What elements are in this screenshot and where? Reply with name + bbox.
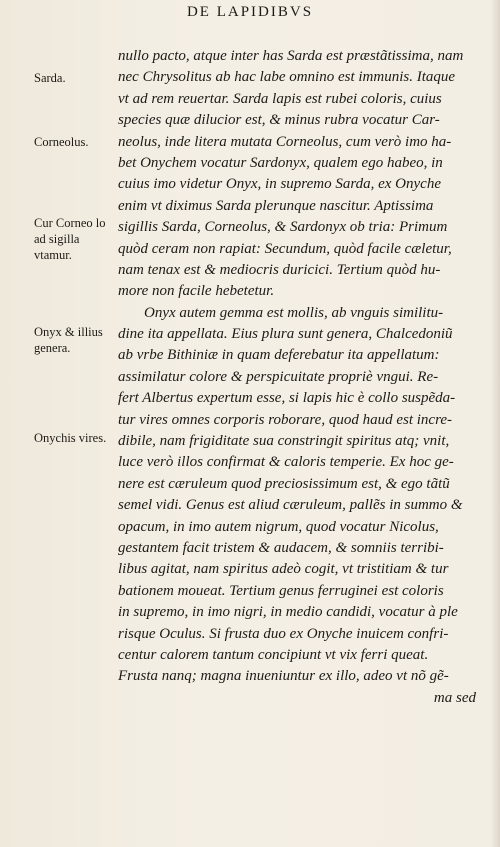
text-line: more non facile hebetetur. (118, 283, 275, 300)
text-line: species quæ dilucior est, & minus rubra vocatur Car- (118, 112, 440, 129)
text-line: centur calorem tantum concipiunt vt vix ferri queat. (118, 646, 429, 663)
text-line: bet Onychem vocatur Sardonyx, qualem ego habeo, in (118, 154, 443, 171)
text-line: neolus, inde litera mutata Corneolus, cum verò imo ha- (118, 133, 452, 150)
main-text-block (118, 46, 480, 709)
text-line: nam tenax est & mediocris duricici. Tertium quòd hu- (118, 261, 441, 278)
running-header: DE LAPIDIBVS (186, 4, 314, 20)
text-line: dine ita appellata. Eius plura sunt genera, Chalcedoniũ (118, 326, 453, 343)
text-line: dibile, nam frigiditate sua constringit spiritus atq; vnit, (118, 433, 450, 450)
text-line: semel vidi. Genus est aliud cæruleum, pallẽs in summo & (118, 497, 463, 514)
text-line: Frusta nanq; magna inueniuntur ex illo, adeo vt nõ gẽ- (118, 668, 449, 685)
page-gutter-shadow (490, 0, 500, 847)
text-line: risque Oculus. Si frusta duo ex Onyche inuicem confri- (118, 625, 449, 642)
text-line: nec Chrysolitus ab hac labe omnino est immunis. Itaque (118, 69, 456, 86)
text-line: nullo pacto, atque inter has Sarda est præstãtissima, nam (118, 48, 464, 64)
text-line: bationem moueat. Tertium genus ferruginei est coloris (118, 582, 444, 599)
text-line: tur vires omnes corporis roborare, quod haud est incre- (118, 411, 452, 428)
margin-note-sigilla: Cur Corneo lo ad sigilla vtamur. (34, 216, 106, 262)
text-line: luce verò illos confirmat & caloris temperie. Ex hoc ge- (118, 454, 454, 471)
text-line: sigillis Sarda, Corneolus, & Sardonyx ob tria: Primum (118, 219, 448, 236)
text-line: fert Albertus expertum esse, si lapis hic è collo suspẽda- (118, 390, 456, 407)
text-line-catchword: ma sed (433, 689, 476, 706)
text-line: nere est cæruleum quod preciosissimum est, & ego tãtũ (118, 475, 450, 492)
text-line: assimilatur colore & perspicuitate propriè vngui. Re- (118, 368, 439, 385)
text-line: vt ad rem reuertar. Sarda lapis est rubei coloris, cuius (118, 90, 442, 107)
text-line-paragraph-start: Onyx autem gemma est mollis, ab vnguis similitu- (144, 304, 444, 321)
margin-note-sarda: Sarda. (34, 71, 66, 85)
text-line: quòd ceram non rapiat: Secundum, quòd facile cæletur, (118, 240, 452, 257)
text-line: cuius imo videtur Onyx, in supremo Sarda, ex Onyche (118, 176, 441, 193)
margin-note-onyx: Onyx & illius genera. (34, 325, 103, 355)
text-line: opacum, in imo autem nigrum, quod vocatur Nicolus, (118, 518, 439, 535)
text-line: gestantem facit tristem & audacem, & somniis terribi- (118, 539, 444, 556)
text-line: libus agitat, nam spiritus adeò cogit, vt tristitiam & tur (118, 561, 449, 578)
margin-note-corneolus: Corneolus. (34, 135, 89, 149)
text-line: in supremo, in imo nigri, in medio candidi, vocatur à ple (118, 604, 458, 621)
text-line: ab vrbe Bithiniæ in quam deferebatur ita appellatum: (118, 347, 440, 364)
text-line: enim vt diximus Sarda plerunque nascitur. Aptissima (118, 197, 434, 214)
margin-note-onychis-vires: Onychis vires. (34, 431, 107, 445)
